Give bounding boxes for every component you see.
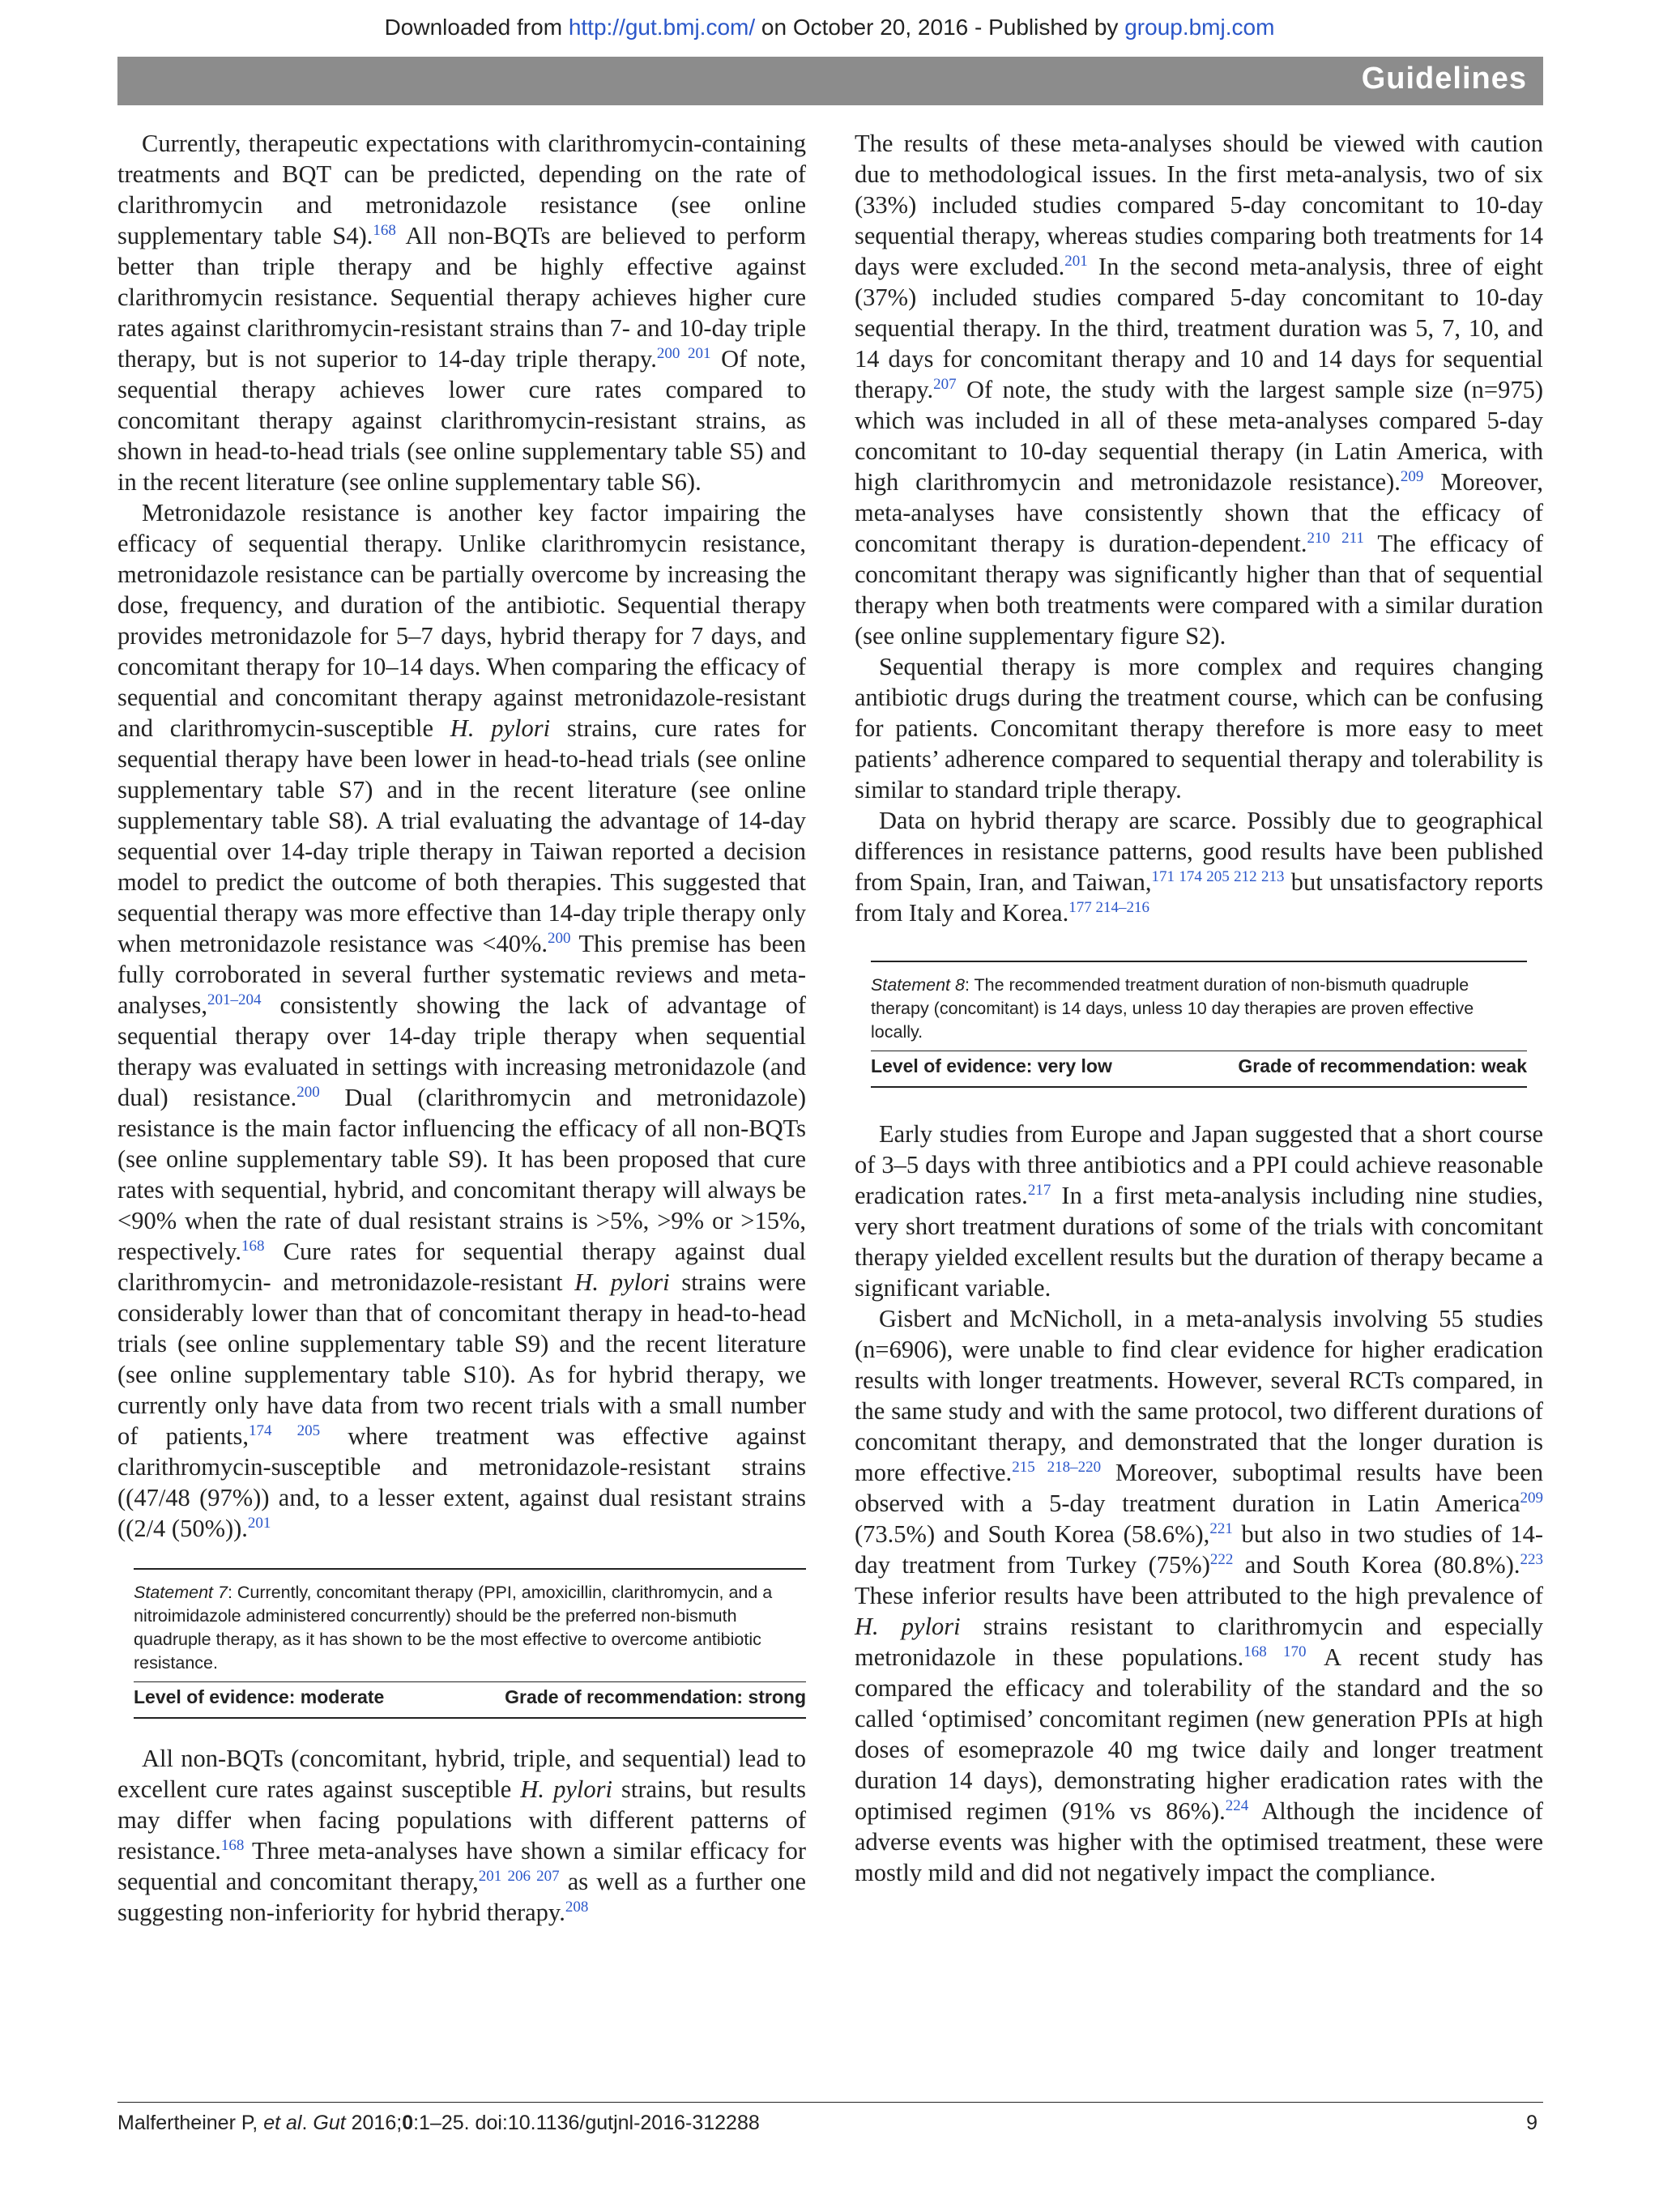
statement-7-evidence: Level of evidence: moderate [134, 1686, 385, 1707]
citation-ref[interactable]: 168 [373, 221, 396, 239]
footer-citation: Malfertheiner P, et al. Gut 2016;0:1–25. doi:10.1136/gutjnl-2016-312288 [117, 2112, 760, 2134]
right-paragraph-2: Sequential therapy is more complex and requires changing antibiotic drugs during the treatment course, which can be confusing for patients. Concomitant therapy therefore is more easy to meet patients’ adherence compared to sequential therapy and tolerability is similar to standard triple therapy. [855, 653, 1543, 803]
section-title: Guidelines [1361, 62, 1527, 96]
left-paragraph-2: Metronidazole resistance is another key factor impairing the efficacy of sequential therapy. Unlike clarithromycin resistance, metronidazole resistance can be partially overcome by increasing the dose, frequency, and duration of the antibiotic. Sequential therapy provides metronidazole for 5–7 days, hybrid therapy for 7 days, and concomitant therapy for 10–14 days. When comparing the efficacy of sequential and concomitant therapy against metronidazole-resistant and clarithromycin-susceptible H. pylori strains, cure rates for sequential therapy have been lower in head-to-head trials (see online supplementary table S7) and in the recent literature (see online supplementary table S8). A trial evaluating the advantage of 14-day sequential over 14-day triple therapy in Taiwan reported a decision model to predict the outcome of both therapies. This suggested that sequential therapy was more effective than 14-day triple therapy only when metronidazole resistance was <40%.$^{200}$ This premise has been fully corroborated in several further systematic reviews and meta-analyses,$^{201-204}$ consistently showing the lack of advantage of sequential therapy over 14-day triple therapy when sequential therapy was evaluated in settings with increasing metronidazole (and dual) resistance.$^{200}$ Dual (clarithromycin and metronidazole) resistance is the main factor influencing the efficacy of all non-BQTs (see online supplementary table S9). It has been proposed that cure rates with sequential, hybrid, and concomitant therapy will always be <90% when the rate of dual resistant strains is >5%, >9% or >15%, respectively.$^{168}$ Cure rates for sequential therapy against dual clarithromycin- and metronidazole-resistant H. pylori strains were considerably lower than that of concomitant therapy in head-to-head trials (see online supplementary table S9) and the recent literature (see online supplementary table S10). As for hybrid therapy, we currently only have data from two recent trials with a small number of patients,$^{174 205}$ where treatment was effective against clarithromycin-susceptible and metronidazole-resistant strains ((47/48 (97%)) and, to a lesser extent, against dual resistant strains ((2/4 (50%)).$^{201}$ [117, 499, 807, 1542]
footer-divider [117, 2102, 1543, 2103]
citation-ref[interactable]: 200 [547, 929, 571, 947]
citation-ref[interactable]: 171 174 205 212 213 [1151, 867, 1285, 885]
right-paragraph-5: Gisbert and McNicholl, in a meta-analysis involving 55 studies (n=6906), were unable to find clear evidence for higher eradication results with longer treatments. However, several RCTs compared, in the same study and with the same protocol, two different durations of concomitant therapy, and demonstrated that the longer duration is more effective.$^{215 218-220}$ Moreover, suboptimal results have been observed with a 5-day treatment duration in Latin America$^{209}$ (73.5%) and South Korea (58.6%),$^{221}$ but also in two studies of 14-day treatment from Turkey $(75\%)^{222}$ and South Korea (80.8%).$^{223}$ These inferior results have been attributed to the high prevalence of H. pylori strains resistant to clarithromycin and especially metronidazole in these populations.$^{168 170}$ A recent study has compared the efficacy and tolerability of the standard and the so called ‘optimised’ concomitant regimen (new generation PPIs at high doses of esomeprazole 40 mg twice daily and longer treatment duration 14 days), demonstrating higher eradication rates with the optimised regimen (91% vs 86%).$^{224}$ Although the incidence of adverse events was higher with the optimised treatment, these were mostly mild and did not negatively impact the compliance. [855, 1305, 1544, 1886]
statement-7-box [134, 1568, 806, 1719]
citation-ref[interactable]: 208 [565, 1898, 589, 1916]
citation-ref[interactable]: 222 [1209, 1550, 1234, 1568]
citation-ref[interactable]: 177 214–216 [1068, 898, 1149, 916]
citation-ref[interactable]: 201 [247, 1514, 271, 1532]
statement-8-evidence: Level of evidence: very low [871, 1055, 1112, 1076]
citation-ref[interactable]: 168 170 [1243, 1643, 1307, 1660]
left-column [117, 128, 806, 1928]
citation-ref[interactable]: 224 [1225, 1796, 1249, 1814]
download-notice: Downloaded from http://gut.bmj.com/ on October 20, 2016 - Published by group.bmj.com [384, 15, 1275, 40]
publisher-link[interactable]: group.bmj.com [1124, 15, 1275, 40]
statement-7-text: Statement 7: Currently, concomitant therapy (PPI, amoxicillin, clarithromycin, and a nitroimidazole administered concurrently) should be the preferred non-bismuth quadruple therapy, as it has shown to be the most effective to overcome antibiotic resistance. [134, 1583, 773, 1673]
page-number: 9 [1526, 2112, 1537, 2134]
right-paragraph-3: Data on hybrid therapy are scarce. Possibly due to geographical differences in resistance patterns, good results have been published from Spain, Iran, and Taiwan,$^{171 174 205 212 213}$ but unsatisfactory reports from Italy and Korea.$^{177 214-216}$ [855, 807, 1543, 927]
right-paragraph-1: The results of these meta-analyses should be viewed with caution due to methodological issues. In the first meta-analysis, two of six (33%) included studies compared 5-day concomitant to 10-day sequential therapy, whereas studies comparing both treatments for 14 days were excluded.$^{201}$ In the second meta-analysis, three of eight (37%) included studies compared 5-day concomitant to 10-day sequential therapy. In the third, treatment duration was 5, 7, 10, and 14 days for concomitant therapy and 10 and 14 days for sequential therapy.$^{207}$ Of note, the study with the largest sample size (n=975) which was included in all of these meta-analyses compared 5-day concomitant to 10-day sequential therapy (in Latin America, with high clarithromycin and metronidazole resistance).$^{209}$ Moreover, meta-analyses have consistently shown that the efficacy of concomitant therapy is duration-dependent.$^{210 211}$ The efficacy of concomitant therapy was significantly higher than that of sequential therapy when both treatments were compared with a similar duration (see online supplementary figure S2). [855, 130, 1543, 650]
statement-8-text: Statement 8: The recommended treatment duration of non-bismuth quadruple therapy (concomitant) is 14 days, unless 10 day therapies are proven effective locally. [871, 975, 1474, 1042]
statement-8-box [871, 961, 1527, 1088]
citation-ref[interactable]: 174 205 [248, 1421, 321, 1439]
right-paragraph-4: Early studies from Europe and Japan suggested that a short course of 3–5 days with three antibiotics and a PPI could achieve reasonable eradication rates.$^{217}$ In a first meta-analysis including nine studies, very short treatment durations of some of the trials with concomitant therapy yielded excellent results but the duration of therapy became a significant variable. [855, 1120, 1543, 1302]
citation-ref[interactable]: 210 211 [1307, 529, 1364, 547]
citation-ref[interactable]: 200 201 [656, 344, 711, 362]
citation-ref[interactable]: 200 [296, 1083, 320, 1101]
right-column [855, 128, 1543, 1888]
citation-ref[interactable]: 221 [1209, 1519, 1233, 1537]
left-paragraph-3: All non-BQTs (concomitant, hybrid, triple, and sequential) lead to excellent cure rates against susceptible H. pylori strains, but results may differ when facing populations with different patterns of resistance.$^{168}$ Three meta-analyses have shown a similar efficacy for sequential and concomitant therapy,$^{201 206 207}$ as well as a further one suggesting non-inferiority for hybrid therapy.$^{208}$ [117, 1745, 806, 1926]
citation-ref[interactable]: 217 [1027, 1181, 1051, 1199]
left-paragraph-1: Currently, therapeutic expectations with clarithromycin-containing treatments and BQT can be predicted, depending on the rate of clarithromycin and metronidazole resistance (see online supplementary table S4).$^{168}$ All non-BQTs are believed to perform better than triple therapy and be highly effective against clarithromycin resistance. Sequential therapy achieves higher cure rates against clarithromycin-resistant strains than 7- and 10-day triple therapy, but is not superior to 14-day triple therapy.$^{200 201}$ Of note, sequential therapy achieves lower cure rates compared to concomitant therapy against clarithromycin-resistant strains, as shown in head-to-head trials (see online supplementary table S5) and in the recent literature (see online supplementary table S6). [117, 130, 807, 496]
citation-ref[interactable]: 223 [1520, 1550, 1543, 1568]
citation-ref[interactable]: 215 218–220 [1012, 1458, 1102, 1476]
citation-ref[interactable]: 201–204 [207, 991, 262, 1008]
citation-ref[interactable]: 168 [220, 1836, 245, 1854]
citation-ref[interactable]: 201 206 207 [478, 1867, 560, 1885]
citation-ref[interactable]: 209 [1400, 467, 1424, 485]
citation-ref[interactable]: 168 [241, 1237, 265, 1255]
citation-ref[interactable]: 207 [933, 375, 957, 393]
citation-ref[interactable]: 209 [1520, 1489, 1543, 1507]
section-header-bar [117, 57, 1543, 105]
statement-8-grade: Grade of recommendation: weak [1238, 1055, 1527, 1076]
citation-ref[interactable]: 201 [1064, 252, 1088, 270]
download-link[interactable]: http://gut.bmj.com/ [568, 15, 756, 40]
statement-7-grade: Grade of recommendation: strong [505, 1686, 806, 1707]
